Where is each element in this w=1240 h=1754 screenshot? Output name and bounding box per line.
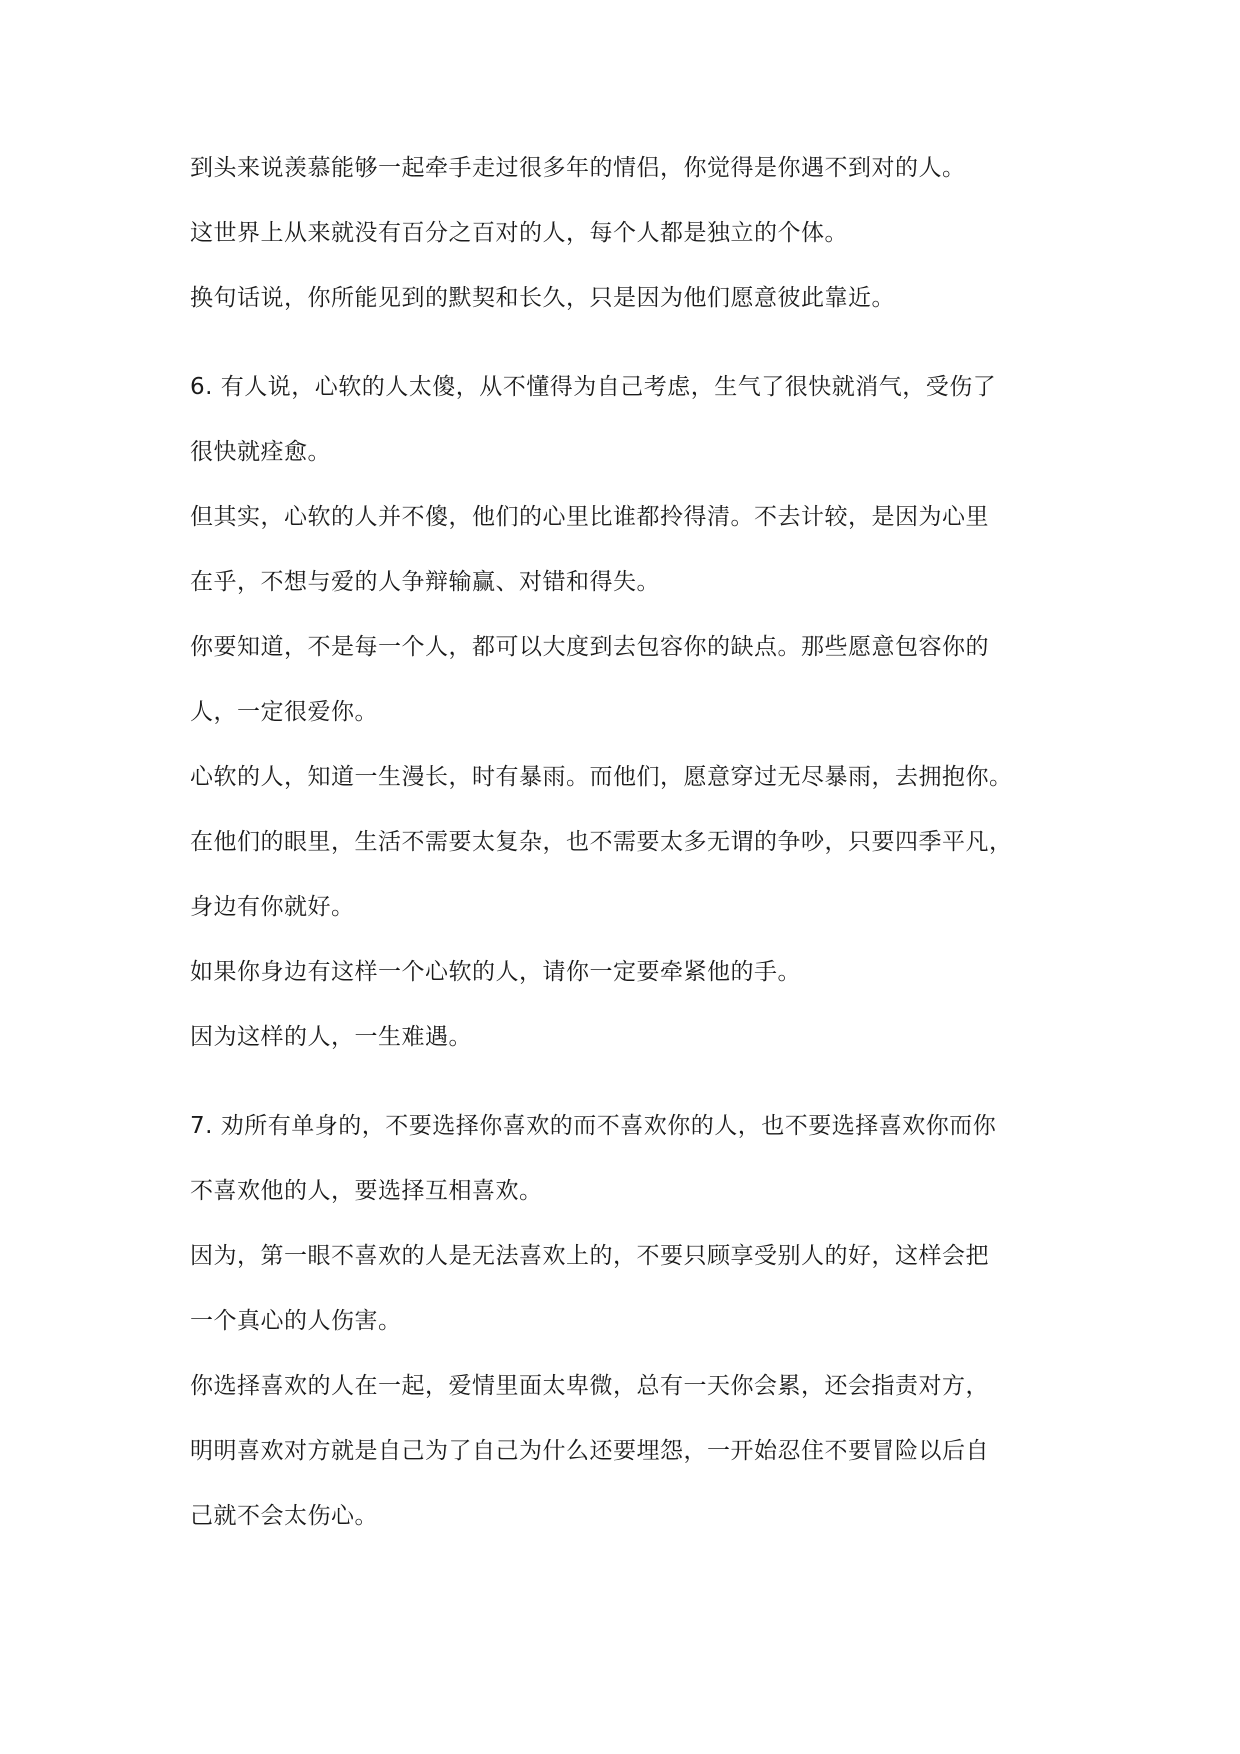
text-line: 心软的人，知道一生漫长，时有暴雨。而他们，愿意穿过无尽暴雨，去拥抱你。 — [190, 764, 1013, 790]
text-line: 但其实，心软的人并不傻，他们的心里比谁都拎得清。不去计较，是因为心里 — [190, 504, 989, 530]
text-line: 己就不会太伤心。 — [190, 1503, 378, 1529]
section-6 — [190, 355, 1090, 1070]
text-line: 换句话说，你所能见到的默契和长久，只是因为他们愿意彼此靠近。 — [190, 285, 895, 311]
intro-paragraph — [190, 136, 1090, 331]
text-line: 身边有你就好。 — [190, 894, 355, 920]
text-line: 很快就痊愈。 — [190, 439, 331, 465]
text-line: 人，一定很爱你。 — [190, 699, 378, 725]
text-line: 因为这样的人，一生难遇。 — [190, 1024, 472, 1050]
section-gap — [190, 331, 1090, 355]
text-line: 到头来说羡慕能够一起牵手走过很多年的情侣，你觉得是你遇不到对的人。 — [190, 155, 966, 181]
section-7 — [190, 1094, 1090, 1549]
text-line: 你选择喜欢的人在一起，爱情里面太卑微，总有一天你会累，还会指责对方， — [190, 1373, 989, 1399]
text-line: 你要知道，不是每一个人，都可以大度到去包容你的缺点。那些愿意包容你的 — [190, 634, 989, 660]
text-line: 在他们的眼里，生活不需要太复杂，也不需要太多无谓的争吵，只要四季平凡， — [190, 829, 1013, 855]
text-line: 不喜欢他的人，要选择互相喜欢。 — [190, 1178, 543, 1204]
text-line: 一个真心的人伤害。 — [190, 1308, 402, 1334]
text-line: 这世界上从来就没有百分之百对的人，每个人都是独立的个体。 — [190, 220, 848, 246]
text-line: 因为，第一眼不喜欢的人是无法喜欢上的，不要只顾享受别人的好，这样会把 — [190, 1243, 989, 1269]
text-column — [190, 155, 1090, 1549]
text-line: 在乎，不想与爱的人争辩输赢、对错和得失。 — [190, 569, 660, 595]
section-gap — [190, 1070, 1090, 1094]
text-line: 6. 有人说，心软的人太傻，从不懂得为自己考虑，生气了很快就消气，受伤了 — [190, 374, 997, 400]
text-line: 如果你身边有这样一个心软的人，请你一定要牵紧他的手。 — [190, 959, 801, 985]
text-line: 明明喜欢对方就是自己为了自己为什么还要埋怨，一开始忍住不要冒险以后自 — [190, 1438, 989, 1464]
text-line: 7. 劝所有单身的，不要选择你喜欢的而不喜欢你的人，也不要选择喜欢你而你 — [190, 1113, 997, 1139]
